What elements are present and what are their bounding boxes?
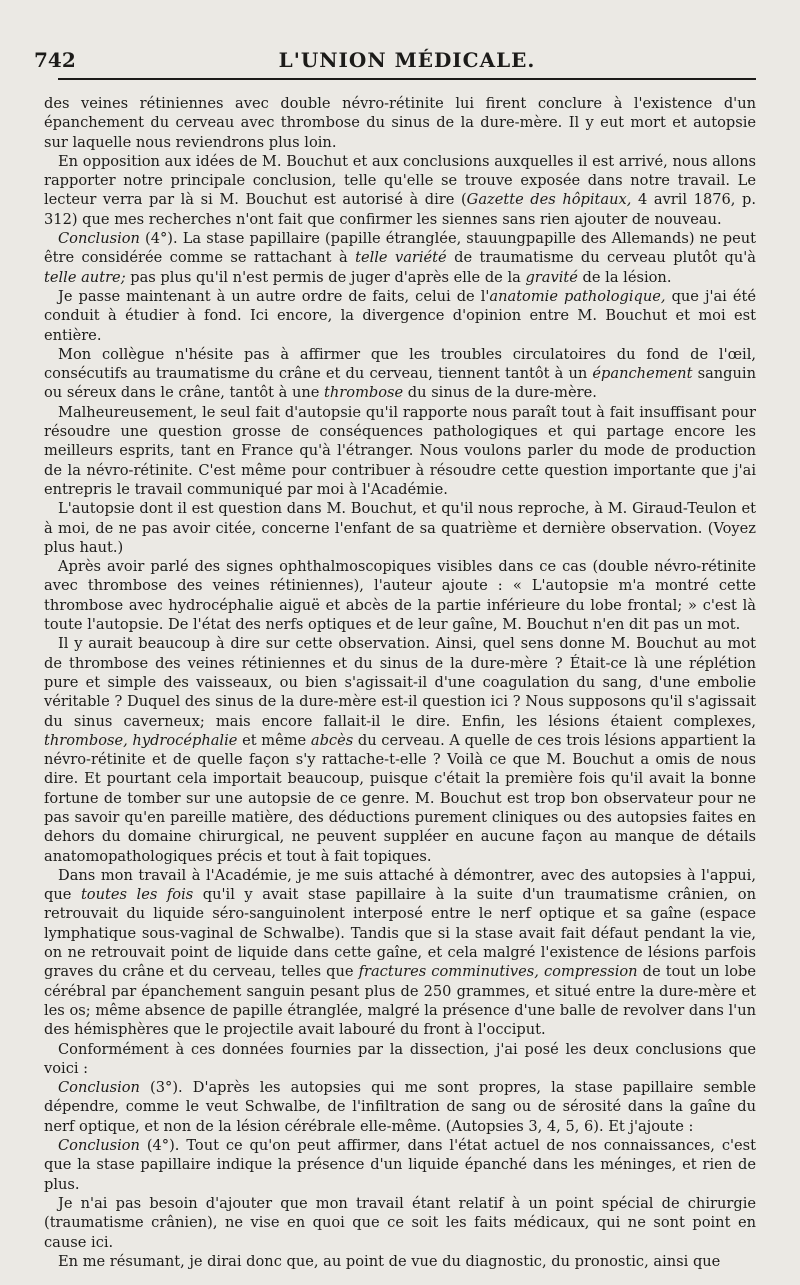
conclusion-paragraph: Conclusion (4°). Tout ce qu'on peut affirmer, dans l'état actuel de nos connaissances, c'est que la stase papillaire indique la présence d'un liquide épanché dans les méninges, et rien de plus. (44, 1137, 756, 1193)
conclusion-label: Conclusion (58, 1137, 140, 1155)
conclusion-label: Conclusion (58, 230, 140, 248)
running-title: L'UNION MÉDICALE. (278, 48, 536, 72)
paragraph: L'autopsie dont il est question dans M. Bouchut, et qu'il nous reproche, à M. Giraud-Teulon et à moi, de ne pas avoir citée, concerne l'enfant de sa quatrième et dernière observation. (Voyez plus haut.) (44, 500, 756, 556)
paragraph: En me résumant, je dirai donc que, au point de vue du diagnostic, du pronostic, ainsi que (58, 1252, 721, 1270)
citation: Gazette des hôpitaux, (466, 191, 632, 209)
paragraph: Je n'ai pas besoin d'ajouter que mon travail étant relatif à un point spécial de chirurgie (traumatisme crânien), ne vise en quoi que ce soit les faits médicaux, qui ne sont point en cause ici. (44, 1194, 756, 1251)
page-header (34, 46, 756, 80)
paragraph: Il y aurait beaucoup à dire sur cette observation. Ainsi, quel sens donne M. Bouchut au mot de thrombose des veines rétiniennes et du sinus de la dure-mère ? Était-ce là une réplétion pure et simple des vaisseaux, ou bien s'agissait-il d'une coagulation du sang, d'une embolie véritable ? Duquel des sinus de la dure-mère est-il question ici ? Nous supposons qu'il s'agissait du sinus caverneux; mais encore fallait-il le dire. Enfin, les lésions étaient complexes, thrombose, hydrocéphalie et même abcès du cerveau. A quelle de ces trois lésions appartient la névro-rétinite et de quelle façon s'y rattache-t-elle ? Voilà ce que M. Bouchut a omis de nous dire. Et pourtant cela importait beaucoup, puisque c'était la première fois qu'il avait la bonne fortune de tomber sur une autopsie de ce genre. M. Bouchut est trop bon observateur pour ne pas savoir qu'en pareille matière, des déductions purement cliniques ou des autopsies faites en dehors du domaine chirurgical, ne peuvent suppléer en aucune façon au manque de détails anatomopathologiques précis et tout à fait topiques. (44, 635, 757, 865)
paragraph: Je passe maintenant à un autre ordre de faits, celui de l'anatomie pathologique, que j'ai été conduit à étudier à fond. Ici encore, la divergence d'opinion entre M. Bouchut et moi est entière. (44, 287, 756, 344)
paragraph: Conformément à ces données fournies par la dissection, j'ai posé les deux conclusions que voici : (44, 1040, 756, 1077)
paragraph: Dans mon travail à l'Académie, je me suis attaché à démontrer, avec des autopsies à l'appui, que toutes les fois qu'il y avait stase papillaire à la suite d'un traumatisme crânien, on retrouvait du liquide séro-sanguinolent interposé entre le nerf optique et sa gaîne (espace lymphatique sous-vaginal de Schwalbe). Tandis que si la stase avait fait défaut pendant la vie, on ne retrouvait point de liquide dans cette gaîne, et cela malgré l'existence de lésions parfois graves du crâne et du cerveau, telles que fractures comminutives, compression de tout un lobe cérébral par épanchement sanguin pesant plus de 250 grammes, et situé entre la dure-mère et les os; même absence de papille étranglée, malgré la présence d'une balle de revolver dans l'un des hémisphères que le projectile avait labouré du front à l'occiput. (44, 866, 757, 1039)
conclusion-paragraph: Conclusion (4°). La stase papillaire (papille étranglée, stauungpapille des Allemands) ne peut être considérée comme se rattachant à telle variété de traumatisme du cerveau plutôt qu'à telle autre; pas plus qu'il n'est permis de juger d'après elle de la gravité de la lésion. (44, 230, 757, 286)
conclusion-paragraph: Conclusion (3°). D'après les autopsies qui me sont propres, la stase papillaire semble dépendre, comme le veut Schwalbe, de l'infiltration de sang ou de sérosité dans la gaîne du nerf optique, et non de la lésion cérébrale elle-même. (Autopsies 3, 4, 5, 6). Et j'ajoute : (44, 1079, 756, 1135)
paragraph: Mon collègue n'hésite pas à affirmer que les troubles circulatoires du fond de l'œil, consécutifs au traumatisme du crâne et du cerveau, tiennent tantôt à un épanchement sanguin ou séreux dans le crâne, tantôt à une thrombose du sinus de la dure-mère. (44, 345, 756, 402)
paragraph: Malheureusement, le seul fait d'autopsie qu'il rapporte nous paraît tout à fait insuffisant pour résoudre une question grosse de conséquences pathologiques et qui partage encore les meilleurs esprits, tant en France qu'à l'étranger. Nous voulons parler du mode de production de la névro-rétinite. C'est même pour contribuer à résoudre cette question importante que j'ai entrepris le travail communiqué par moi à l'Académie. (44, 403, 756, 498)
page-number: 742 (34, 48, 76, 72)
paragraph: En opposition aux idées de M. Bouchut et aux conclusions auxquelles il est arrivé, nous allons rapporter notre principale conclusion, telle qu'elle se trouve exposée dans notre travail. Le lecteur verra par là si M. Bouchut est autorisé à dire (Gazette des hôpitaux, 4 avril 1876, p. 312) que mes recherches n'ont fait que confirmer les siennes sans rien ajouter de nouveau. (44, 152, 757, 228)
paragraph: des veines rétiniennes avec double névro-rétinite lui firent conclure à l'existence d'un épanchement du cerveau avec thrombose du sinus de la dure-mère. Il y eut mort et autopsie sur laquelle nous reviendrons plus loin. (44, 95, 756, 151)
paragraph: Après avoir parlé des signes ophthalmoscopiques visibles dans ce cas (double névro-rétinite avec thrombose des veines rétiniennes), l'auteur ajoute : « L'autopsie m'a montré cette thrombose avec hydrocéphalie aiguë et abcès de la partie inférieure du lobe frontal; » c'est là toute l'autopsie. De l'état des nerfs optiques et de leur gaîne, M. Bouchut n'en dit pas un mot. (44, 558, 756, 634)
conclusion-label: Conclusion (58, 1079, 140, 1097)
article-body (44, 94, 756, 1271)
